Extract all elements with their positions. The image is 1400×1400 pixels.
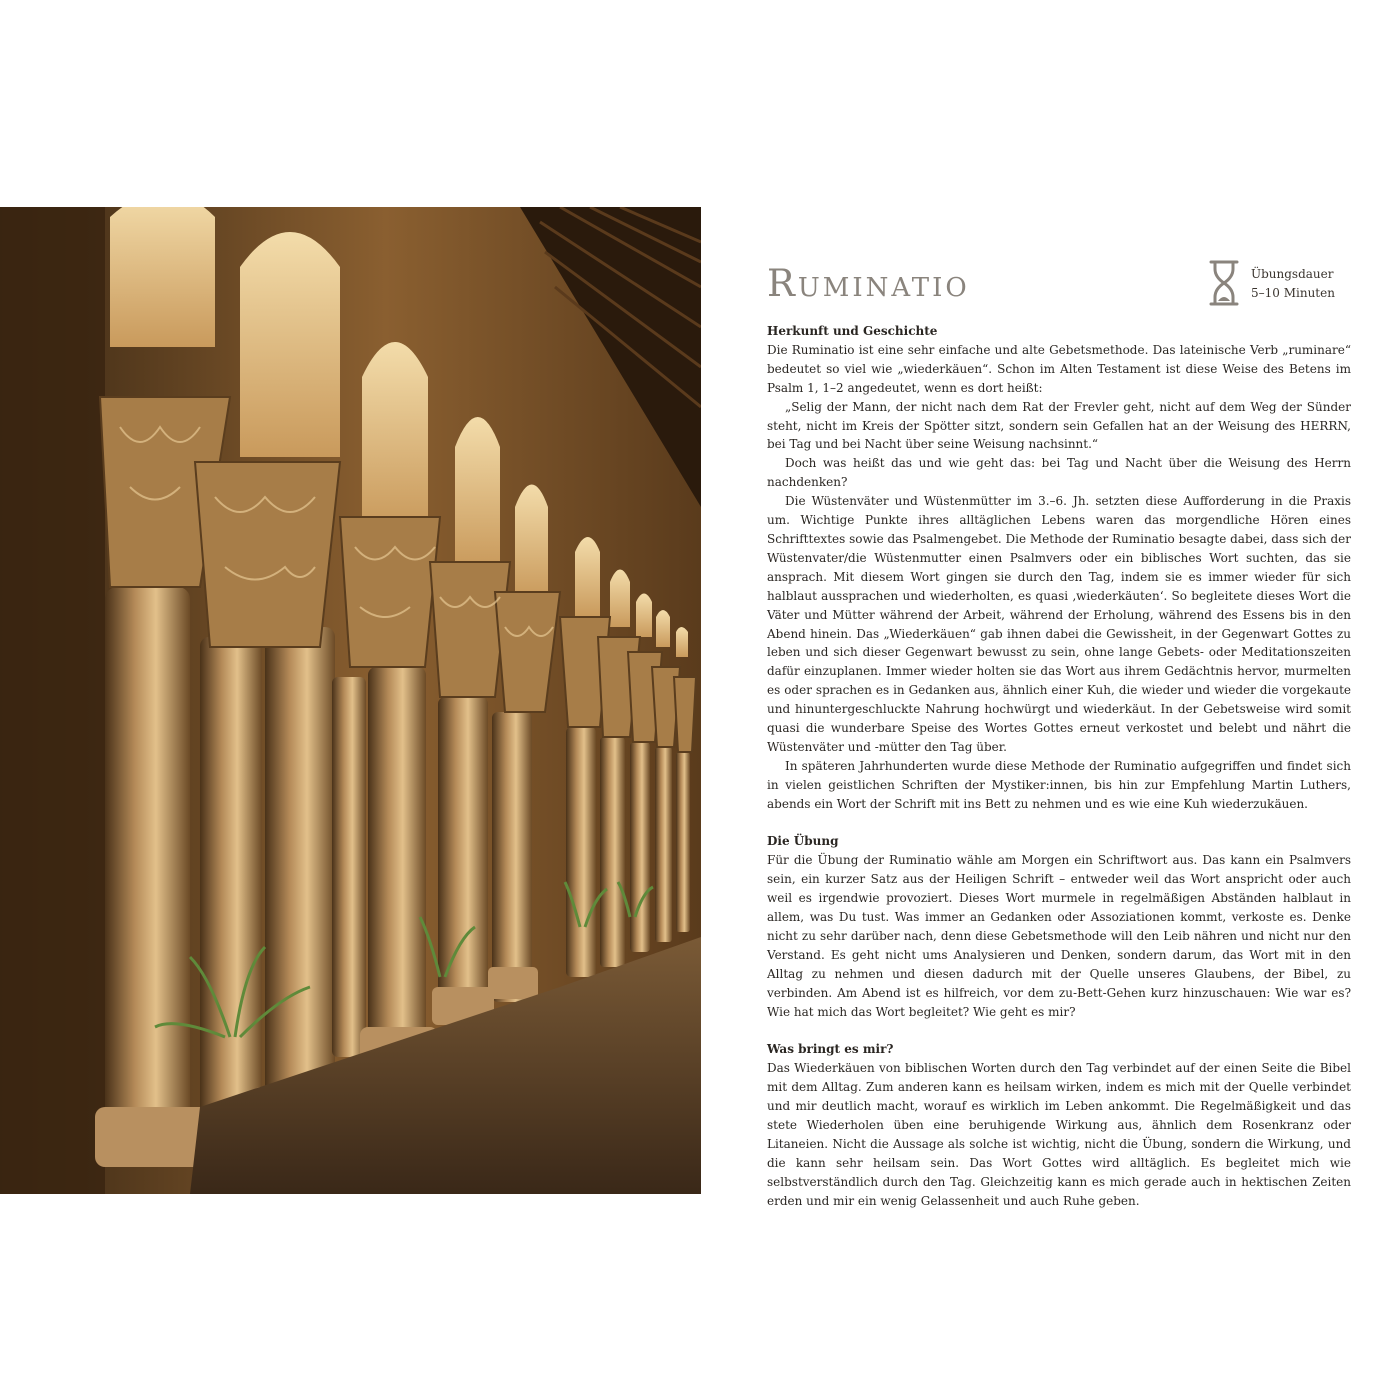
- paragraph: Für die Übung der Ruminatio wähle am Morgen ein Schriftwort aus. Das kann ein Psalmvers sein, ein kurzer Satz aus der Heiligen Schrift – entweder weil das Wort anspricht oder auch weil es irgendwie provoziert. Dieses Wort murmele in regelmäßigen Abständen halblaut in allem, was Du tust. Was immer an Gedanken oder Assoziationen kommt, verkoste es. Denke nicht zu sehr darüber nach, denn diese Gebetsmethode will den Leib nähren und nicht nur den Verstand. Es geht nicht ums Analysieren und Denken, sondern darum, das Wort mit in den Alltag zu nehmen und diesen dadurch mit der Quelle unseres Glaubens, der Bibel, zu verbinden. Am Abend ist es hilfreich, vor dem zu-Bett-Gehen kurz hinzuschauen: Wie war es? Wie hat mich das Wort begleitet? Wie geht es mir?: [767, 853, 1351, 1019]
- hourglass-icon: [1209, 259, 1239, 307]
- section-exercise: [767, 832, 1351, 1021]
- paragraph: Doch was heißt das und wie geht das: bei Tag und Nacht über die Weisung des Herrn nachdenken?: [767, 456, 1351, 490]
- paragraph: Das Wiederkäuen von biblischen Worten durch den Tag verbindet auf der einen Seite die Bibel mit dem Alltag. Zum anderen kann es heilsam wirken, indem es mich mit der Quelle verbindet und mir deutlich macht, worauf es wirklich im Leben ankommt. Die Regelmäßigkeit und das stete Wiederholen üben eine beruhigende Wirkung aus, ähnlich dem Rosenkranz oder Litaneien. Nicht die Aussage als solche ist wichtig, nicht die Übung, sondern die Wirkung, und die kann sehr heilsam sein. Das Wort Gottes wird alltäglich. Es begleitet mich wie selbstverständlich durch den Tag. Gleichzeitig kann es mich gerade auch in hektischen Zeiten erden und mir ein wenig Gelassenheit und auch Ruhe geben.: [767, 1061, 1351, 1208]
- section-benefit: [767, 1040, 1351, 1210]
- cloister-arcade-image: [0, 207, 701, 1194]
- duration-value: 5–10 Minuten: [1251, 286, 1335, 300]
- psalm-quote: „Selig der Mann, der nicht nach dem Rat der Frevler geht, nicht auf dem Weg der Sünder steht, nicht im Kreis der Spötter sitzt, sondern sein Gefallen hat an der Weisung des HERRN, bei Tag und bei Nacht über seine Weisung nachsinnt.“: [767, 399, 1351, 452]
- section-heading: Was bringt es mir?: [767, 1042, 894, 1057]
- duration-label: Übungsdauer: [1251, 267, 1334, 281]
- article-body: [767, 322, 1351, 1229]
- paragraph: In späteren Jahrhunderten wurde diese Methode der Ruminatio aufgegriffen und findet sich in vielen geistlichen Schriften der Mystiker:innen, bis hin zur Empfehlung Martin Luthers, abends ein Wort der Schrift mit ins Bett zu nehmen und es wie eine Kuh wiederzukäuen.: [767, 758, 1351, 811]
- paragraph: Die Ruminatio ist eine sehr einfache und alte Gebetsmethode. Das lateinische Verb „ruminare“ bedeutet so viel wie „wiederkäuen“. Schon im Alten Testament ist diese Weise des Betens im Psalm 1, 1–2 angedeutet, wenn es dort heißt:: [767, 342, 1351, 395]
- section-heading: Die Übung: [767, 834, 839, 849]
- section-origin-history: [767, 322, 1351, 814]
- cloister-photo: [0, 207, 701, 1194]
- section-heading: Herkunft und Geschichte: [767, 324, 938, 338]
- page-title: Ruminatio: [767, 262, 970, 305]
- paragraph: Die Wüstenväter und Wüstenmütter im 3.–6. Jh. setzten diese Aufforderung in die Praxis um. Wichtige Punkte ihres alltäglichen Lebens waren das morgendliche Hören eines Schrifttextes sowie das Psalmengebet. Die Methode der Ruminatio besagte dabei, dass sich der Wüstenvater/die Wüstenmutter einen Psalmvers oder ein biblisches Wort suchten, das sie ansprach. Mit diesem Wort gingen sie durch den Tag, indem sie es immer wieder für sich halblaut aussprachen und wiederholten, es quasi ‚wiederkäuten‘. So begleitete dieses Wort die Väter und Mütter während der Arbeit, während der Erholung, während des Essens bis in den Abend hinein. Das „Wiederkäuen“ gab ihnen dabei die Gewissheit, in der Gegenwart Gottes zu leben und sich dieser Gegenwart bewusst zu sein, ohne lange Gebets- oder Meditationszeiten dafür einzuplanen. Immer wieder holten sie das Wort aus ihrem Gedächtnis hervor, murmelten es oder sprachen es in Gedanken aus, ähnlich einer Kuh, die wieder und wieder die vorgekaute und hinuntergeschluckte Nahrung hochwürgt und wiederkäut. In der Gebetsweise wird somit quasi die wunderbare Speise des Wortes Gottes erneut verkostet und belebt und nährt die Wüstenväter und -mütter den Tag über.: [767, 494, 1351, 754]
- exercise-duration: [1209, 259, 1351, 307]
